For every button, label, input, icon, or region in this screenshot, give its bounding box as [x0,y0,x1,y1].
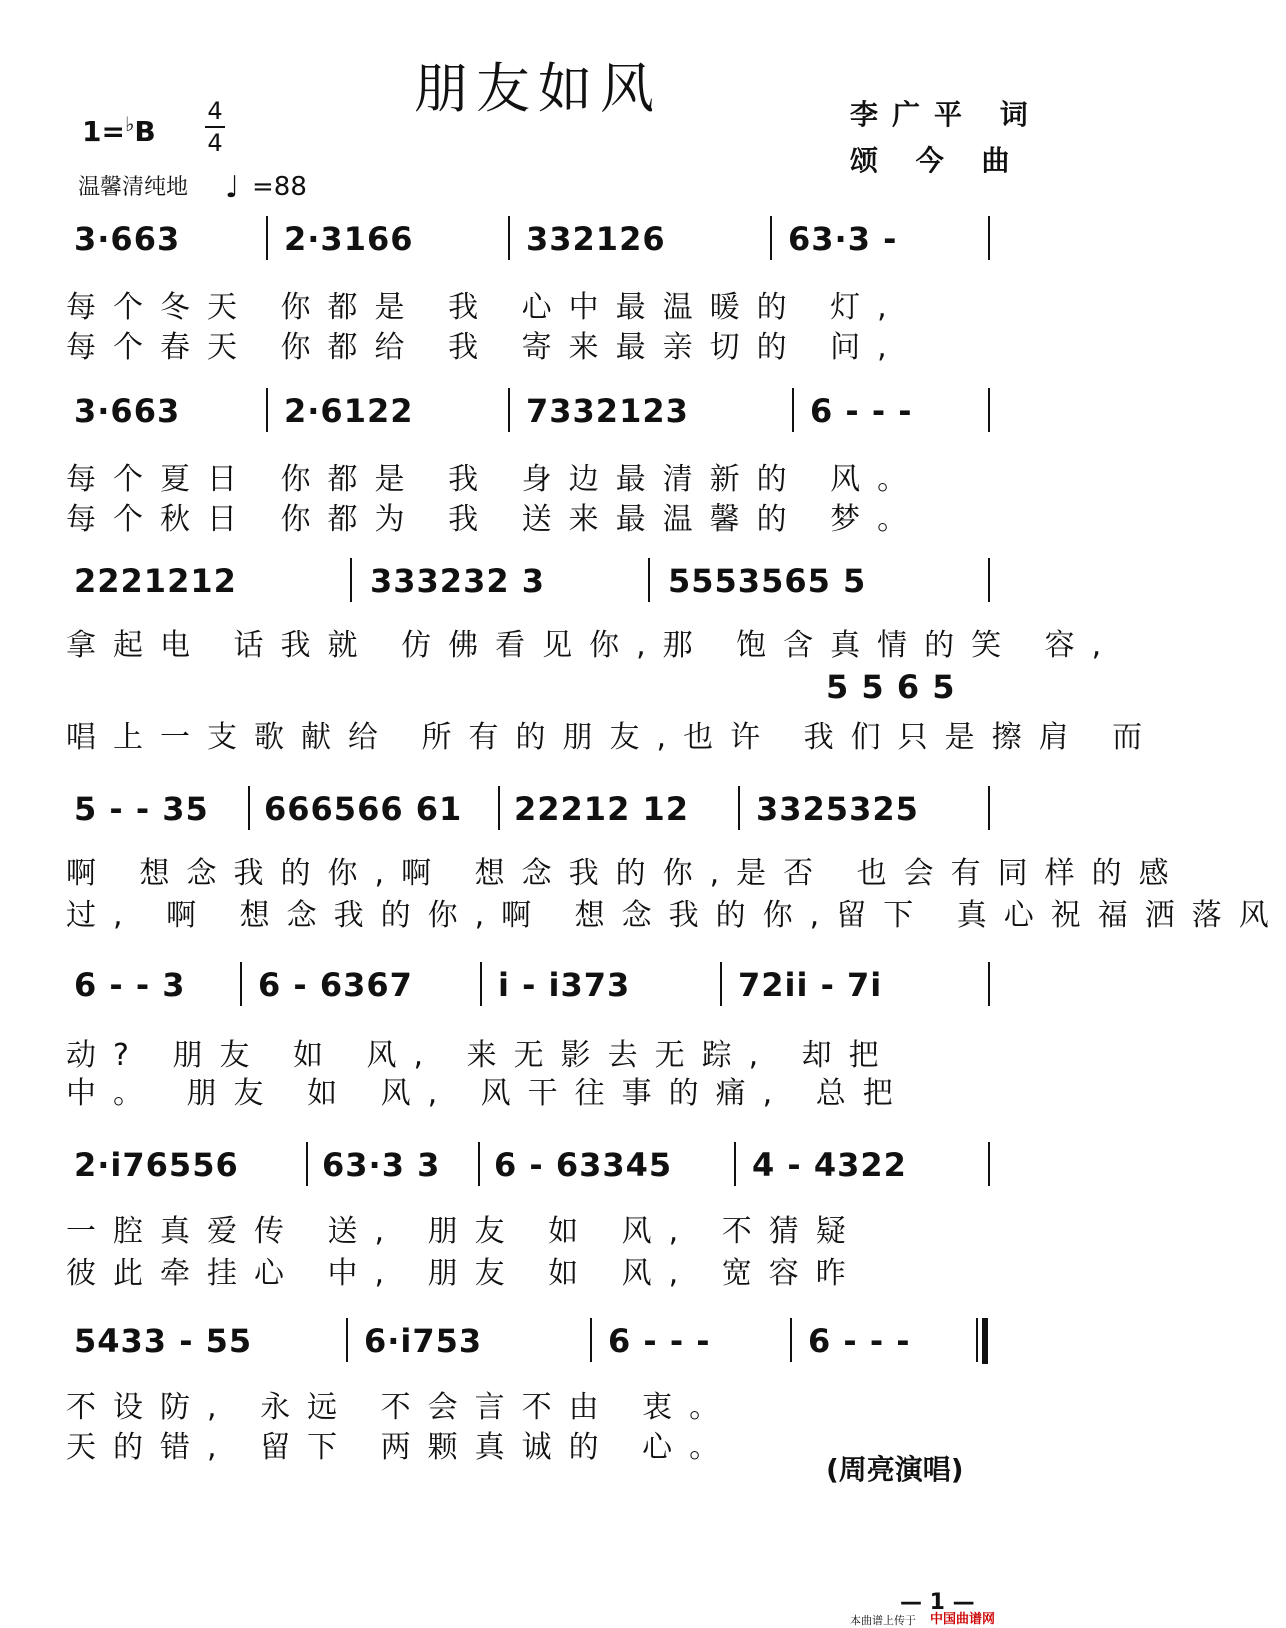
lyric-verse-1: 一腔真爱传 送, 朋友 如 风, 不猜疑 [66,1214,863,1249]
lyric-verse-1: 拿起电 话我就 仿佛看见你,那 饱含真情的笑 容, [66,628,1119,663]
notes-system-3 [70,562,1000,602]
measure: 6 - 63345 [494,1146,673,1184]
notes-system-2 [70,392,1000,432]
lyric-verse-2: 唱上一支歌献给 所有的朋友,也许 我们只是擦肩 而 [66,720,1160,755]
alternate-notes: 5 5 6 5 [826,668,956,706]
notes-system-5 [70,966,1000,1006]
page-number: — 1 — [900,1590,975,1615]
upload-note: 本曲谱上传于 [850,1614,916,1627]
measure: 333232 3 [370,562,545,600]
site-logo[interactable]: 中国曲谱网 [930,1612,996,1627]
measure: 666566 61 [264,790,463,828]
measure: 332126 [526,220,666,258]
meter-bottom: 4 [207,129,223,157]
lyric-verse-1: 每个夏日 你都是 我 身边最清新的 风。 [66,462,925,497]
measure: 6 - - - [810,392,913,430]
measure: 6 - - - [808,1322,911,1360]
measure: 6 - - - [608,1322,711,1360]
lyric-verse-2: 过, 啊 想念我的你,啊 想念我的你,留下 真心祝福洒落风 [66,898,1286,933]
measure: 63·3 3 [322,1146,441,1184]
expression-mark: 温馨清纯地 [78,175,189,200]
measure: 72ii - 7i [738,966,883,1004]
key-prefix: 1= [82,115,125,148]
lyric-verse-1: 啊 想念我的你,啊 想念我的你,是否 也会有同样的感 [66,856,1186,891]
measure: 2·3166 [284,220,414,258]
notes-system-7 [70,1322,1000,1362]
measure: 5 - - 35 [74,790,209,828]
measure: i - i373 [498,966,631,1004]
measure: 5553565 5 [668,562,867,600]
key-signature [82,112,156,148]
measure: 7332123 [526,392,689,430]
measure: 3325325 [756,790,919,828]
measure: 2221212 [74,562,237,600]
measure: 3·663 [74,392,181,430]
measure: 6 - 6367 [258,966,413,1004]
lyric-verse-1: 不设防, 永远 不会言不由 衷。 [66,1390,737,1425]
notes-system-1 [70,220,1000,260]
measure: 6 - - 3 [74,966,186,1004]
composer: 颂 今 曲 [850,144,1024,177]
measure: 3·663 [74,220,181,258]
notes-system-6 [70,1146,1000,1186]
measure: 4 - 4322 [752,1146,907,1184]
lyric-verse-2: 天的错, 留下 两颗真诚的 心。 [66,1430,737,1465]
page-title: 朋友如风 [414,57,662,120]
lyric-verse-2: 每个秋日 你都为 我 送来最温馨的 梦。 [66,502,925,537]
lyric-verse-2: 中。 朋友 如 风, 风干往事的痛, 总把 [66,1076,910,1111]
tempo-value: =88 [252,172,307,202]
measure: 63·3 - [788,220,898,258]
meter-top: 4 [207,97,223,125]
lyricist: 李广平 词 [850,98,1042,131]
time-signature [205,96,225,158]
measure: 22212 12 [514,790,689,828]
flat-icon: ♭ [124,112,135,136]
measure: 5433 - 55 [74,1322,253,1360]
performer-credit: (周亮演唱) [826,1453,964,1486]
measure: 6·i753 [364,1322,483,1360]
quarter-note-icon: ♩ [225,170,240,205]
measure: 2·6122 [284,392,414,430]
lyric-verse-1: 动? 朋友 如 风, 来无影去无踪, 却把 [66,1038,896,1073]
lyric-verse-2: 彼此牵挂心 中, 朋友 如 风, 宽容昨 [66,1256,863,1291]
credits [850,92,1042,184]
lyric-verse-1: 每个冬天 你都是 我 心中最温暖的 灯, [66,290,904,325]
notes-system-4 [70,790,1000,830]
measure: 2·i76556 [74,1146,239,1184]
key-note: B [134,115,156,148]
lyric-verse-2: 每个春天 你都给 我 寄来最亲切的 问, [66,330,904,365]
